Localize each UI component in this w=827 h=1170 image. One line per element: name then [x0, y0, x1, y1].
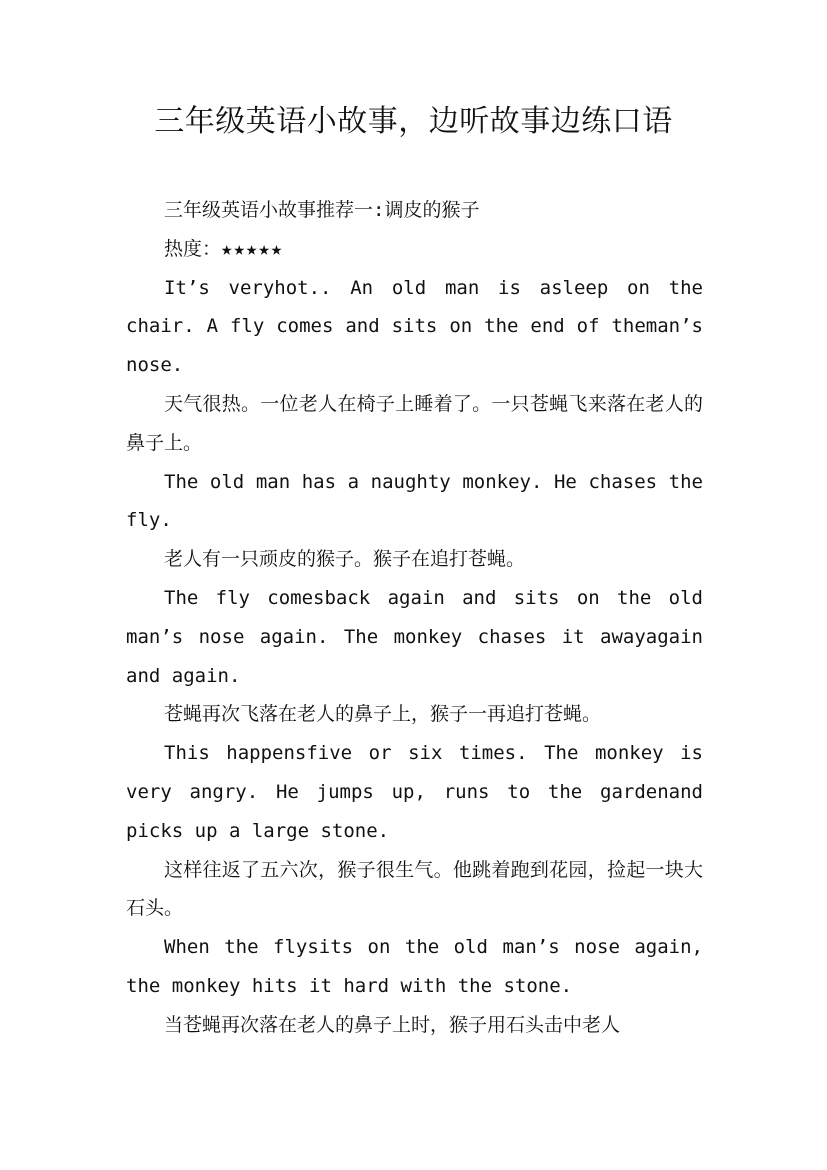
paragraph-english: It’s veryhot.. An old man is asleep on the chair. A fly comes and sits on the end of theman’s nose. — [126, 276, 703, 377]
paragraph-english: The old man has a naughty monkey. He chases the fly. — [126, 470, 703, 532]
paragraph-chinese: 老人有一只顽皮的猴子。猴子在追打苍蝇。 — [164, 548, 526, 571]
paragraph-english: The fly comesback again and sits on the old man’s nose again. The monkey chases it awayagain and again. — [126, 586, 703, 687]
document-body — [126, 191, 703, 1045]
paragraph-english: This happensfive or six times. The monkey is very angry. He jumps up, runs to the gardenand picks up a large stone. — [126, 742, 703, 842]
paragraph-chinese: 天气很热。一位老人在椅子上睡着了。一只苍蝇飞来落在老人的鼻子上。 — [126, 392, 703, 454]
paragraph-chinese: 当苍蝇再次落在老人的鼻子上时，猴子用石头击中老人 — [164, 1013, 621, 1036]
story-subtitle: 三年级英语小故事推荐一:调皮的猴子 — [164, 199, 480, 221]
paragraph-english: When the flysits on the old man’s nose again, the monkey hits it hard with the stone. — [126, 936, 703, 997]
page-title: 三年级英语小故事，边听故事边练口语 — [154, 104, 673, 139]
rating-stars: ★★★★★ — [221, 237, 284, 260]
paragraph-chinese: 苍蝇再次飞落在老人的鼻子上，猴子一再追打苍蝇。 — [164, 703, 602, 726]
paragraph-chinese: 这样往返了五六次，猴子很生气。他跳着跑到花园，捡起一块大石头。 — [126, 858, 703, 920]
rating-line — [126, 230, 703, 269]
rating-label: 热度： — [164, 237, 222, 260]
